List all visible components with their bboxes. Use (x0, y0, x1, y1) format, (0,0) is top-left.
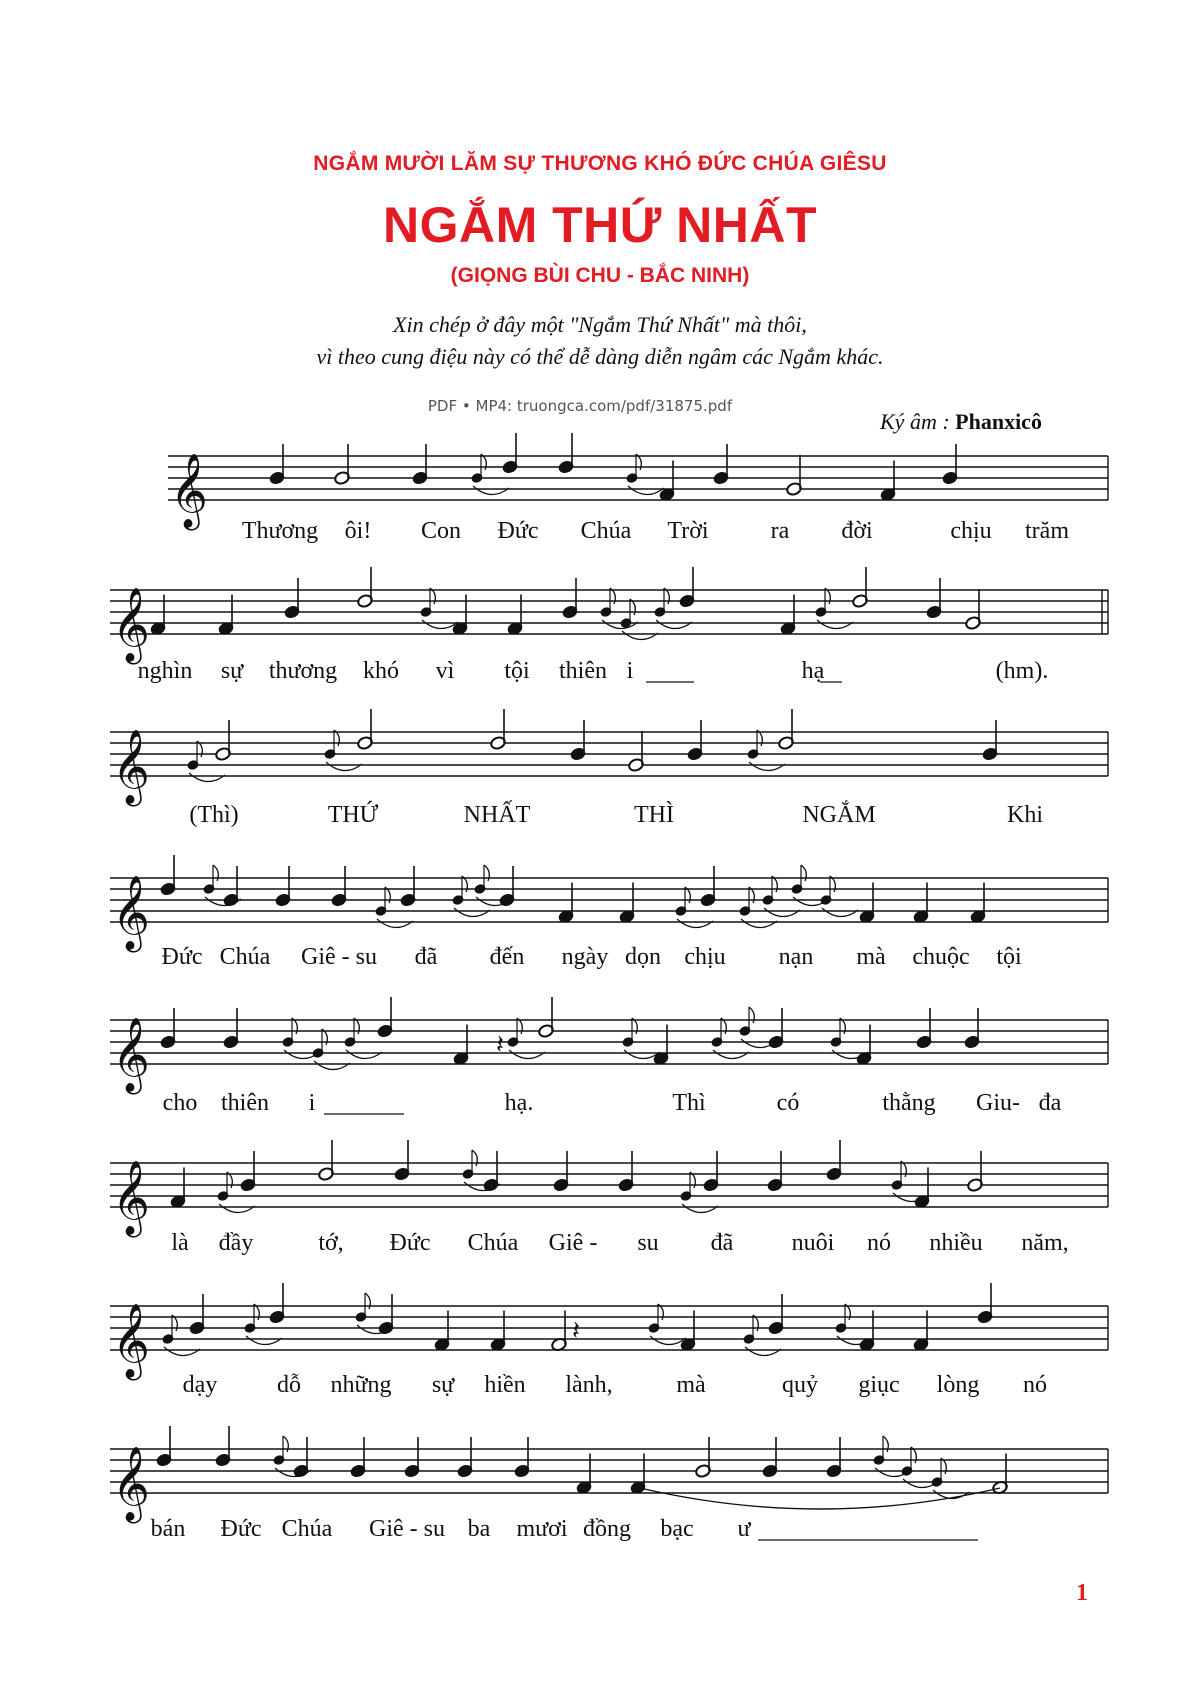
slur (628, 486, 664, 495)
lyric-syllable: su (637, 1230, 659, 1256)
lyric-syllable: bạc (660, 1516, 694, 1542)
lyric-syllable: tớ, (318, 1230, 344, 1256)
lyric-syllable: quỷ (782, 1372, 818, 1398)
lyric-syllable: Con (420, 518, 462, 544)
lyric-syllable: Đức (161, 944, 203, 970)
staff-3 (110, 709, 1108, 807)
source-link[interactable]: PDF • MP4: truongca.com/pdf/31875.pdf (427, 397, 733, 415)
lyric-syllable: khó (363, 658, 399, 684)
lyric-syllable: ư (737, 1516, 751, 1542)
lyric-syllable: đã (414, 944, 438, 970)
lyric-syllable: Chúa (467, 1230, 519, 1256)
treble-clef-icon: 𝄞 (112, 1447, 150, 1521)
lyric-syllable: thằng (882, 1090, 936, 1116)
lyric-syllable: mươi (516, 1516, 568, 1542)
lyric-syllable: Khi (1007, 802, 1043, 828)
lyric-syllable: Giê - su (369, 1516, 445, 1542)
lyric-syllable: NGẮM (802, 802, 876, 828)
staff-4 (110, 855, 1108, 953)
lyric-syllable: (hm). (995, 658, 1049, 684)
lyric-syllable: mà (676, 1372, 706, 1398)
slur (682, 1204, 718, 1213)
slur (713, 1050, 749, 1059)
lyric-syllable: thương (268, 658, 338, 684)
treble-clef-icon: 𝄞 (112, 1304, 150, 1378)
lyric-syllable: dỗ (277, 1372, 301, 1398)
composer-name: Phanxicô (955, 409, 1042, 434)
series-title: NGẮM MƯỜI LĂM SỰ THƯƠNG KHÓ ĐỨC CHÚA GIÊSU (313, 152, 887, 175)
slur (745, 1347, 781, 1356)
slur (656, 620, 692, 629)
note-line-2: vì theo cung điệu này có thể dễ dàng diễn ngâm các Ngắm khác. (316, 344, 884, 369)
subtitle: (GIỌNG BÙI CHU - BẮC NINH) (450, 264, 750, 287)
lyric-syllable: là (171, 1230, 189, 1256)
slur (377, 919, 413, 928)
staff-8 (110, 1426, 1108, 1524)
lyric-syllable: nhiều (929, 1230, 983, 1256)
lyric-syllable: chịu (684, 944, 726, 970)
lyric-syllable: ngày (561, 944, 609, 970)
lyric-syllable: Đức (220, 1516, 262, 1542)
slur (677, 919, 713, 928)
composer-label: Ký âm : (880, 409, 956, 434)
lyric-syllable: chuộc (912, 944, 970, 970)
slur (473, 486, 509, 495)
lyric-syllable: những (330, 1372, 392, 1398)
page-title: NGẮM THỨ NHẤT (382, 197, 818, 253)
treble-clef-icon: 𝄞 (112, 1018, 150, 1092)
lyric-syllable: ôi! (344, 518, 372, 544)
lyric-syllable: nó (1023, 1372, 1047, 1398)
quarter-rest-icon: 𝄽 (572, 1316, 580, 1346)
lyric-syllable: tội (996, 944, 1022, 970)
staff-6 (110, 1140, 1108, 1238)
slur (509, 1050, 545, 1059)
lyric-syllable: mà (856, 944, 886, 970)
lyric-syllable: ra (770, 518, 790, 544)
slur (822, 908, 858, 917)
lyric-syllable: (Thì) (189, 802, 239, 828)
lyric-syllable: chịu (950, 518, 992, 544)
lyric-syllable: Đức (389, 1230, 431, 1256)
lyric-syllable: sự (220, 658, 244, 684)
staff-5 (110, 997, 1108, 1095)
lyric-syllable: đời (841, 518, 873, 544)
lyric-syllable: đa (1038, 1090, 1062, 1116)
lyric-syllable: Thương (241, 518, 319, 544)
lyric-syllable: dọn (625, 944, 661, 970)
lyric-syllable: bán (150, 1516, 186, 1542)
lyric-syllable: thiên (559, 658, 607, 684)
slur (326, 762, 362, 771)
lyric-syllable: nghìn (137, 658, 193, 684)
lyric-syllable: Giê - (548, 1230, 598, 1256)
note-line-1: Xin chép ở đây một "Ngắm Thứ Nhất" mà thôi, (393, 312, 807, 337)
lyric-syllable: NHẤT (463, 802, 531, 828)
slur (164, 1347, 200, 1356)
slur (314, 1061, 350, 1070)
slur (650, 1336, 686, 1345)
slur (246, 1336, 282, 1345)
lyric-syllable: năm, (1021, 1230, 1069, 1256)
lyric-syllable: Đức (497, 518, 539, 544)
quarter-rest-icon: 𝄽 (496, 1030, 504, 1060)
staff-2 (110, 567, 1108, 665)
slur (764, 908, 800, 917)
long-slur (640, 1488, 1000, 1509)
lyric-syllable: dạy (182, 1372, 218, 1398)
lyric-syllable: thiên (221, 1090, 269, 1116)
lyric-syllable: Trời (667, 518, 709, 544)
lyric-syllable: nạn (778, 944, 814, 970)
lyric-syllable: Thì (672, 1090, 706, 1116)
lyric-syllable: hạ. (504, 1090, 534, 1116)
staff-7 (110, 1283, 1108, 1381)
lyric-syllable: i (308, 1090, 316, 1116)
lyric-syllable: hiền (484, 1372, 526, 1398)
lyric-syllable: Chúa (281, 1516, 333, 1542)
slur (817, 620, 853, 629)
slur (454, 908, 490, 917)
slur (749, 762, 785, 771)
lyric-syllable: cho (162, 1090, 198, 1116)
lyric-syllable: sự (431, 1372, 455, 1398)
slur (602, 620, 638, 629)
lyric-syllable: Chúa (580, 518, 632, 544)
treble-clef-icon: 𝄞 (112, 1161, 150, 1235)
lyric-syllable: Chúa (219, 944, 271, 970)
lyric-syllable: có (776, 1090, 800, 1116)
slur (422, 620, 458, 629)
slur (741, 919, 777, 928)
lyric-syllable: ba (467, 1516, 491, 1542)
lyric-syllable: đồng (583, 1516, 631, 1542)
treble-clef-icon: 𝄞 (170, 454, 208, 528)
slur (219, 1204, 255, 1213)
lyric-syllable: tội (504, 658, 530, 684)
slur (622, 631, 658, 640)
treble-clef-icon: 𝄞 (112, 876, 150, 950)
lyric-syllable: Giê - su (301, 944, 377, 970)
lyric-syllable: hạ (801, 658, 825, 684)
lyric-syllable: lòng (936, 1372, 980, 1398)
lyric-syllable: nó (867, 1230, 891, 1256)
lyric-syllable: giục (858, 1372, 900, 1398)
staff-1 (168, 433, 1108, 531)
slur (346, 1050, 382, 1059)
page-number: 1 (1076, 1580, 1088, 1606)
slur (189, 773, 225, 782)
lyric-syllable: đến (489, 944, 525, 970)
lyric-syllable: i (626, 658, 634, 684)
lyric-syllable: trăm (1025, 518, 1069, 544)
lyric-syllable: đầy (218, 1230, 254, 1256)
lyric-syllable: THỨ (327, 802, 379, 828)
lyric-syllable: đã (710, 1230, 734, 1256)
lyric-syllable: lành, (565, 1372, 613, 1398)
lyric-syllable: THÌ (634, 802, 674, 828)
lyric-syllable: nuôi (791, 1230, 835, 1256)
lyric-syllable: vì (435, 658, 455, 684)
lyric-syllable: Giu- (976, 1090, 1020, 1116)
treble-clef-icon: 𝄞 (112, 730, 150, 804)
treble-clef-icon: 𝄞 (112, 588, 150, 662)
